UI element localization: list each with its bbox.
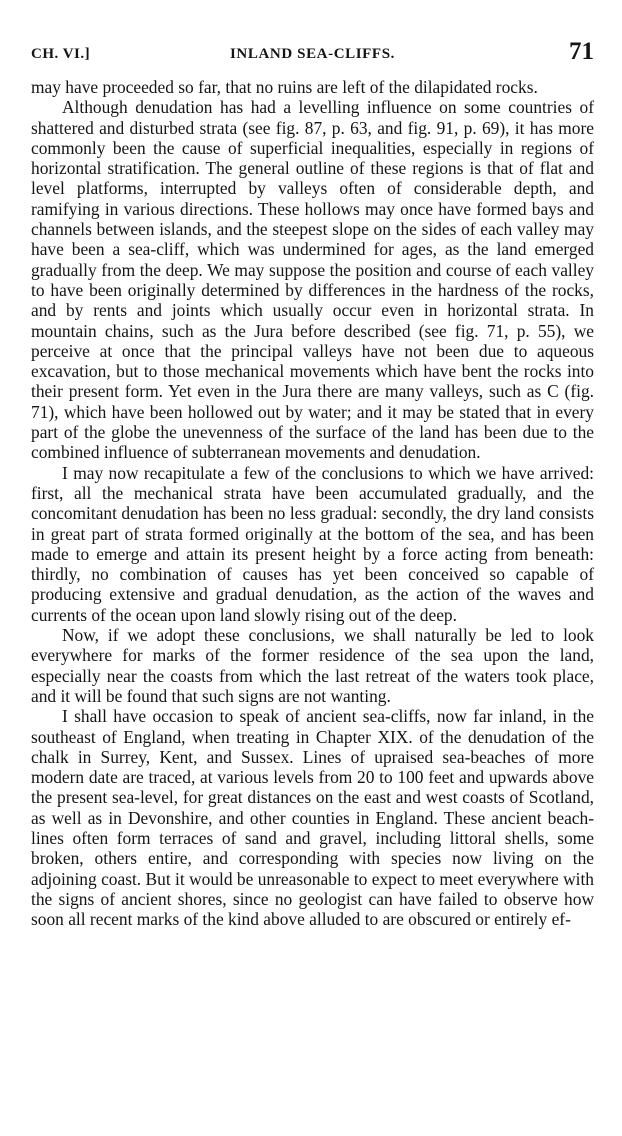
paragraph: Although denudation has had a levelling influence on some countries of shattered and disturbed strata (see fig. 87, p. 63, and fig. 91, p. 69), it has more commonly been the cause of superficial inequalities, especially in regions of horizontal stratification. The general outline of these regions is that of flat and level platforms, interrupted by valleys often of considerable depth, and ramifying in various directions. These hollows may once have formed bays and channels between islands, and the steepest slope on the sides of each valley may have been a sea-cliff, which was undermined for ages, as the land emerged gradually from the deep. We may suppose the position and course of each valley to have been originally determined by differences in the hardness of the rocks, and by rents and joints which usually occur even in horizontal strata. In mountain chains, such as the Jura before described (see fig. 71, p. 55), we perceive at once that the principal valleys have not been due to aqueous excavation, but to those mechanical movements which have bent the rocks into their present form. Yet even in the Jura there are many valleys, such as C (fig. 71), which have been hollowed out by water; and it may be stated that in every part of the globe the unevenness of the surface of the land has been due to the combined influence of subterranean movements and denudation. — [31, 97, 594, 463]
running-title: INLAND SEA-CLIFFS. — [230, 46, 395, 62]
body-text — [31, 77, 594, 929]
paragraph: Now, if we adopt these conclusions, we shall naturally be led to look everywhere for marks of the former residence of the sea upon the land, especially near the coasts from which the last retreat of the waters took place, and it will be found that such signs are not wanting. — [31, 625, 594, 706]
paragraph: I shall have occasion to speak of ancient sea-cliffs, now far inland, in the southeast of England, when treating in Chapter XIX. of the denudation of the chalk in Surrey, Kent, and Sussex. Lines of upraised sea-beaches of more modern date are traced, at various levels from 20 to 100 feet and upwards above the present sea-level, for great distances on the east and west coasts of Scotland, as well as in Devonshire, and other counties in England. These ancient beach-lines often form terraces of sand and gravel, including littoral shells, some broken, others entire, and corresponding with species now living on the adjoining coast. But it would be unreasonable to expect to meet everywhere with the signs of ancient shores, since no geologist can have failed to observe how soon all recent marks of the kind above alluded to are obscured or entirely ef- — [31, 706, 594, 930]
running-header — [31, 38, 594, 72]
chapter-label: CH. VI.] — [31, 46, 91, 62]
page-number: 71 — [569, 38, 594, 65]
paragraph: I may now recapitulate a few of the conclusions to which we have arrived: first, all the mechanical strata have been accumulated gradually, and the concomitant denudation has been no less gradual: secondly, the dry land consists in great part of strata formed originally at the bottom of the sea, and has been made to emerge and attain its present height by a force acting from beneath: thirdly, no combination of causes has yet been conceived so capable of producing extensive and gradual denudation, as the action of the waves and currents of the ocean upon land slowly rising out of the deep. — [31, 462, 594, 625]
paragraph-continuation: may have proceeded so far, that no ruins are left of the dilapidated rocks. — [31, 77, 538, 97]
